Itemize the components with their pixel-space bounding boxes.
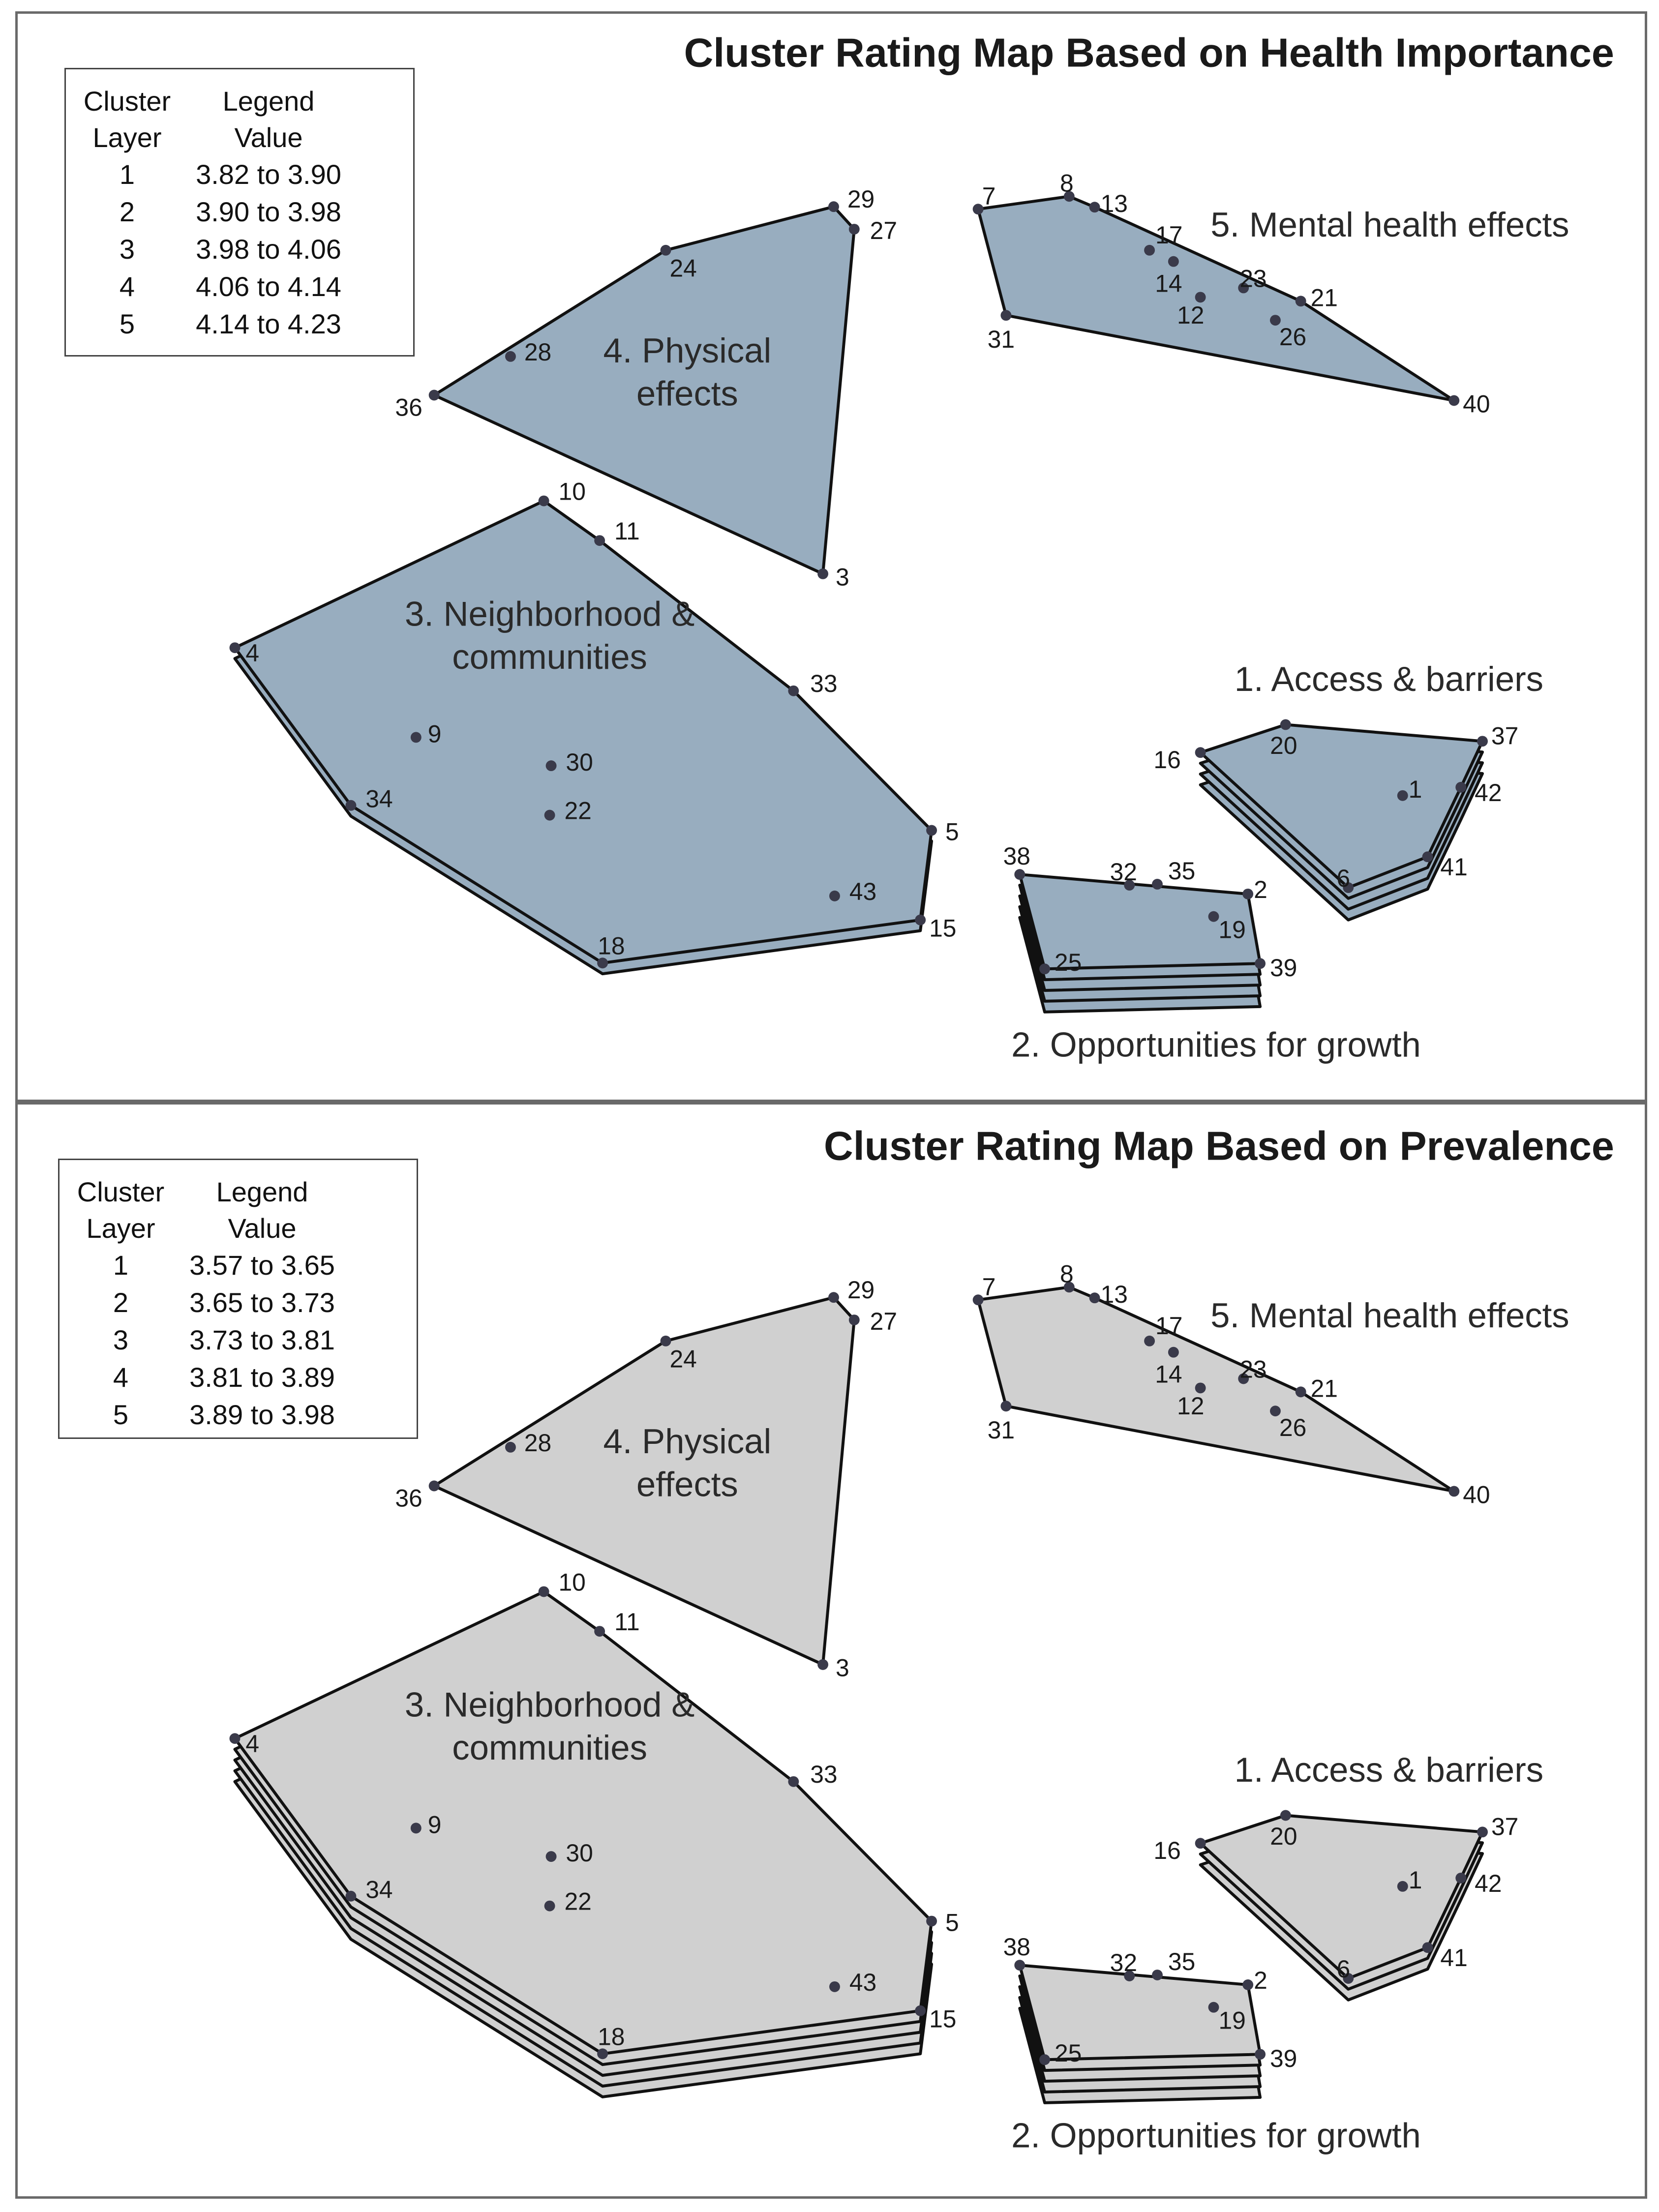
- statement-number-15: 15: [929, 2005, 957, 2033]
- legend-table: [70, 1174, 353, 1434]
- cluster-5: [973, 1260, 1569, 1508]
- legend-row: 5 3.89 to 3.98: [113, 1399, 335, 1430]
- statement-point-1: [1397, 790, 1408, 801]
- statement-point-28: [505, 1442, 516, 1453]
- map-title: Cluster Rating Map Based on Prevalence: [824, 1123, 1614, 1169]
- statement-number-18: 18: [598, 2023, 625, 2051]
- statement-point-42: [1455, 1873, 1466, 1883]
- statement-number-19: 19: [1218, 2006, 1246, 2034]
- statement-number-6: 6: [1336, 864, 1351, 892]
- cluster-4-label: 4. Physical effects: [603, 1421, 772, 1504]
- statement-number-20: 20: [1270, 732, 1297, 760]
- statement-number-8: 8: [1059, 1260, 1074, 1288]
- statement-point-25: [1039, 963, 1050, 974]
- statement-point-4: [230, 642, 241, 653]
- statement-number-23: 23: [1239, 1355, 1267, 1383]
- statement-point-12: [1195, 292, 1206, 302]
- statement-number-2: 2: [1254, 1966, 1267, 1994]
- statement-number-11: 11: [614, 1608, 640, 1636]
- statement-point-14: [1168, 1347, 1179, 1358]
- statement-number-40: 40: [1463, 1481, 1490, 1509]
- statement-number-14: 14: [1155, 1360, 1182, 1388]
- legend-row: 3 3.73 to 3.81: [113, 1324, 335, 1355]
- statement-point-43: [829, 891, 840, 901]
- statement-point-42: [1455, 782, 1466, 793]
- statement-number-43: 43: [849, 877, 877, 905]
- statement-number-30: 30: [566, 1839, 593, 1867]
- statement-point-34: [345, 1891, 356, 1902]
- statement-number-20: 20: [1270, 1823, 1297, 1851]
- legend-row: 3 3.98 to 4.06: [119, 234, 341, 265]
- statement-point-38: [1014, 1960, 1025, 1971]
- cluster-4: [395, 185, 897, 591]
- cluster-1: [1153, 1750, 1543, 2000]
- statement-point-36: [429, 1481, 440, 1492]
- statement-number-7: 7: [982, 1273, 996, 1301]
- statement-number-29: 29: [847, 185, 875, 213]
- statement-number-34: 34: [365, 785, 393, 813]
- statement-number-34: 34: [365, 1876, 393, 1904]
- cluster-5: [973, 169, 1569, 418]
- statement-point-29: [828, 1292, 839, 1303]
- statement-number-16: 16: [1153, 1837, 1181, 1865]
- statement-point-41: [1422, 1942, 1433, 1953]
- statement-number-11: 11: [614, 517, 640, 545]
- statement-point-13: [1089, 1292, 1100, 1303]
- statement-point-24: [661, 245, 671, 256]
- statement-point-40: [1448, 395, 1459, 406]
- statement-number-31: 31: [987, 1416, 1015, 1444]
- cluster-2-label: 2. Opportunities for growth: [1011, 1025, 1421, 1064]
- statement-point-15: [915, 915, 926, 926]
- statement-number-1: 1: [1408, 775, 1422, 803]
- statement-number-9: 9: [427, 1811, 442, 1839]
- statement-number-23: 23: [1239, 265, 1267, 293]
- statement-number-35: 35: [1168, 1948, 1196, 1976]
- statement-point-38: [1014, 869, 1025, 880]
- statement-point-2: [1242, 1979, 1253, 1990]
- statement-number-41: 41: [1440, 1944, 1468, 1972]
- statement-number-12: 12: [1177, 1392, 1205, 1420]
- cluster-5-label: 5. Mental health effects: [1210, 1295, 1569, 1335]
- statement-number-8: 8: [1059, 169, 1074, 197]
- legend-header-cluster-layer: Cluster Layer: [83, 86, 171, 153]
- statement-number-24: 24: [669, 1345, 697, 1373]
- statement-point-13: [1089, 202, 1100, 212]
- statement-number-17: 17: [1155, 221, 1183, 249]
- statement-point-36: [429, 390, 440, 401]
- statement-number-33: 33: [810, 1760, 838, 1788]
- statement-point-24: [661, 1336, 671, 1346]
- statement-number-24: 24: [669, 254, 697, 282]
- statement-point-4: [230, 1733, 241, 1744]
- statement-number-7: 7: [982, 182, 996, 210]
- statement-number-5: 5: [945, 1909, 959, 1937]
- statement-point-9: [411, 1823, 422, 1833]
- statement-number-37: 37: [1491, 1813, 1519, 1841]
- statement-number-33: 33: [810, 669, 838, 697]
- statement-point-25: [1039, 2054, 1050, 2065]
- statement-number-25: 25: [1054, 949, 1082, 977]
- statement-number-39: 39: [1269, 954, 1297, 982]
- statement-point-14: [1168, 256, 1179, 267]
- cluster-3-label: 3. Neighborhood & communities: [404, 594, 695, 676]
- legend-header-cluster-layer: Cluster Layer: [77, 1176, 165, 1244]
- legend-header-legend-value: Legend Value: [216, 1176, 308, 1244]
- statement-point-39: [1255, 958, 1266, 969]
- statement-point-33: [788, 686, 799, 696]
- prevalence-map-panel: [15, 1102, 1647, 2199]
- statement-number-26: 26: [1279, 1413, 1307, 1441]
- statement-point-22: [544, 810, 555, 821]
- statement-number-22: 22: [564, 1887, 592, 1915]
- statement-number-16: 16: [1153, 746, 1181, 774]
- legend-row: 2 3.65 to 3.73: [113, 1287, 335, 1318]
- statement-number-38: 38: [1003, 842, 1030, 870]
- statement-number-15: 15: [929, 914, 957, 942]
- statement-number-22: 22: [564, 797, 592, 825]
- statement-number-21: 21: [1310, 1375, 1338, 1403]
- statement-point-33: [788, 1776, 799, 1787]
- statement-number-3: 3: [835, 1654, 849, 1682]
- statement-point-2: [1242, 889, 1253, 899]
- statement-point-30: [546, 760, 557, 771]
- cluster-2-label: 2. Opportunities for growth: [1011, 2116, 1421, 2155]
- statement-point-21: [1296, 296, 1306, 306]
- statement-point-31: [1000, 1401, 1011, 1411]
- statement-number-27: 27: [870, 1307, 898, 1335]
- statement-number-25: 25: [1054, 2039, 1082, 2067]
- statement-number-2: 2: [1254, 875, 1267, 903]
- cluster-3-layer-1: [235, 501, 932, 963]
- statement-number-3: 3: [835, 563, 849, 591]
- statement-number-1: 1: [1408, 1866, 1422, 1894]
- statement-point-35: [1152, 879, 1163, 890]
- statement-point-9: [411, 732, 422, 743]
- statement-point-20: [1280, 1810, 1291, 1821]
- statement-number-28: 28: [524, 338, 552, 366]
- statement-point-40: [1448, 1486, 1459, 1497]
- cluster-1: [1153, 659, 1543, 920]
- statement-point-10: [539, 496, 549, 507]
- statement-number-28: 28: [524, 1429, 552, 1457]
- statement-point-27: [849, 1315, 860, 1325]
- statement-number-4: 4: [245, 639, 260, 667]
- health-importance-map-panel: [15, 11, 1647, 1102]
- cluster-3: [230, 478, 959, 974]
- statement-point-12: [1195, 1382, 1206, 1393]
- statement-point-11: [594, 535, 605, 546]
- statement-number-27: 27: [870, 216, 898, 244]
- statement-point-27: [849, 224, 860, 235]
- statement-point-3: [817, 1659, 828, 1670]
- statement-point-5: [926, 1916, 937, 1927]
- statement-point-3: [817, 568, 828, 579]
- statement-number-26: 26: [1279, 323, 1307, 351]
- cluster-3-layer-1: [235, 1592, 932, 2054]
- statement-point-29: [828, 201, 839, 212]
- statement-number-32: 32: [1110, 858, 1137, 886]
- statement-number-19: 19: [1218, 916, 1246, 944]
- legend-box: [64, 68, 415, 357]
- statement-point-39: [1255, 2049, 1266, 2060]
- legend-box: [58, 1159, 418, 1439]
- statement-point-28: [505, 351, 516, 362]
- statement-point-21: [1296, 1386, 1306, 1397]
- statement-point-35: [1152, 1970, 1163, 1980]
- statement-number-37: 37: [1491, 722, 1519, 750]
- legend-table: [77, 83, 360, 343]
- statement-point-19: [1208, 911, 1219, 922]
- legend-row: 1 3.82 to 3.90: [119, 159, 341, 190]
- statement-number-38: 38: [1003, 1933, 1030, 1961]
- statement-point-5: [926, 825, 937, 836]
- legend-row: 2 3.90 to 3.98: [119, 196, 341, 227]
- statement-point-16: [1195, 1838, 1206, 1849]
- statement-number-29: 29: [847, 1276, 875, 1304]
- statement-point-19: [1208, 2002, 1219, 2013]
- statement-number-30: 30: [566, 748, 593, 777]
- cluster-4-label: 4. Physical effects: [603, 330, 772, 413]
- cluster-3-label: 3. Neighborhood & communities: [404, 1685, 695, 1767]
- statement-number-9: 9: [427, 720, 442, 748]
- statement-point-37: [1477, 1826, 1488, 1837]
- statement-number-43: 43: [849, 1968, 877, 1996]
- statement-number-36: 36: [395, 1484, 422, 1512]
- cluster-5-label: 5. Mental health effects: [1210, 205, 1569, 244]
- statement-point-30: [546, 1851, 557, 1862]
- map-title: Cluster Rating Map Based on Health Importance: [684, 30, 1614, 76]
- statement-number-41: 41: [1440, 853, 1468, 881]
- statement-number-17: 17: [1155, 1312, 1183, 1340]
- cluster-1-label: 1. Access & barriers: [1234, 1750, 1544, 1789]
- statement-point-1: [1397, 1881, 1408, 1892]
- statement-number-6: 6: [1336, 1955, 1351, 1983]
- statement-point-17: [1144, 1336, 1155, 1346]
- statement-number-42: 42: [1475, 778, 1502, 807]
- statement-number-13: 13: [1100, 190, 1128, 218]
- statement-point-43: [829, 1981, 840, 1992]
- statement-point-31: [1000, 310, 1011, 321]
- cluster-4: [395, 1276, 897, 1682]
- statement-point-11: [594, 1626, 605, 1637]
- statement-number-12: 12: [1177, 301, 1205, 329]
- statement-point-37: [1477, 736, 1488, 747]
- statement-point-41: [1422, 851, 1433, 862]
- legend-row: 4 3.81 to 3.89: [113, 1362, 335, 1393]
- statement-number-42: 42: [1475, 1869, 1502, 1897]
- statement-number-35: 35: [1168, 857, 1196, 885]
- statement-point-15: [915, 2005, 926, 2016]
- statement-number-36: 36: [395, 393, 422, 421]
- statement-number-10: 10: [558, 1568, 586, 1596]
- statement-number-39: 39: [1269, 2045, 1297, 2073]
- cluster-3: [230, 1569, 959, 2097]
- legend-header-legend-value: Legend Value: [222, 86, 315, 153]
- statement-number-14: 14: [1155, 269, 1182, 298]
- statement-point-22: [544, 1901, 555, 1912]
- statement-number-40: 40: [1463, 390, 1490, 418]
- legend-row: 5 4.14 to 4.23: [119, 308, 341, 339]
- statement-number-32: 32: [1110, 1949, 1138, 1977]
- statement-number-10: 10: [558, 478, 586, 506]
- statement-point-17: [1144, 245, 1155, 256]
- statement-number-4: 4: [245, 1730, 260, 1758]
- statement-number-18: 18: [598, 932, 625, 960]
- statement-point-16: [1195, 747, 1206, 758]
- statement-number-21: 21: [1310, 284, 1338, 312]
- cluster-1-label: 1. Access & barriers: [1234, 659, 1544, 698]
- statement-number-5: 5: [945, 818, 959, 846]
- legend-row: 1 3.57 to 3.65: [113, 1250, 335, 1281]
- statement-point-10: [539, 1586, 549, 1597]
- statement-number-13: 13: [1100, 1281, 1128, 1309]
- statement-point-20: [1280, 719, 1291, 730]
- statement-number-31: 31: [987, 325, 1015, 353]
- legend-row: 4 4.06 to 4.14: [119, 271, 341, 302]
- statement-point-34: [345, 800, 356, 811]
